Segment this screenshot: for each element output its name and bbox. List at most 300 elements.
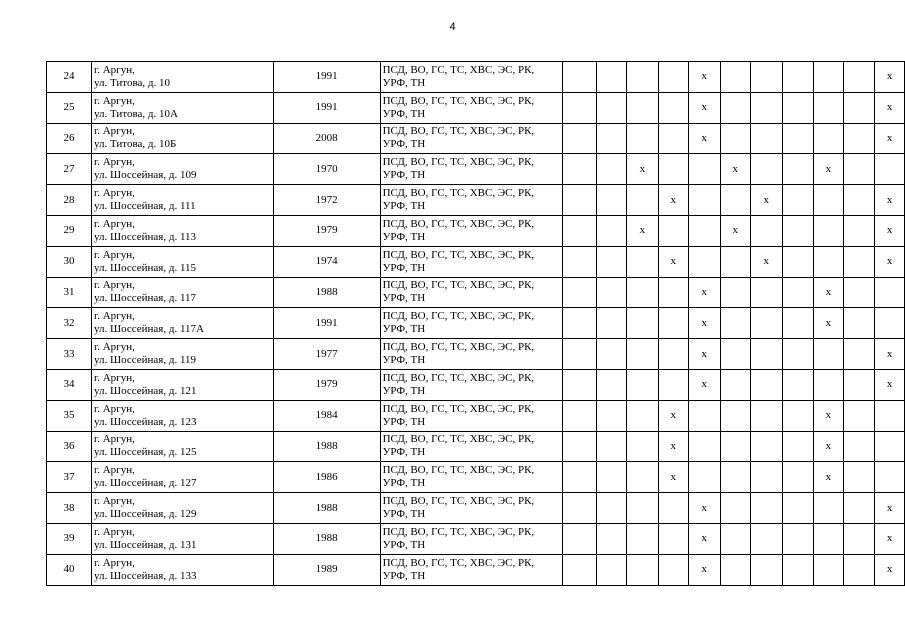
check-mark-cell: x	[689, 523, 720, 554]
empty-mark-cell	[844, 185, 875, 216]
empty-mark-cell	[720, 123, 751, 154]
empty-mark-cell	[658, 215, 689, 246]
empty-mark-cell	[720, 277, 751, 308]
systems-line-2: УРФ, ТН	[382, 354, 426, 367]
check-mark-cell: x	[875, 523, 905, 554]
table-row	[47, 431, 905, 462]
empty-mark-cell	[562, 308, 596, 339]
systems-cell	[380, 308, 562, 339]
address-cell	[91, 185, 273, 216]
systems-line-1: ПСД, ВО, ГС, ТС, ХВС, ЭС, РК,	[382, 187, 535, 200]
check-mark-cell: x	[689, 123, 720, 154]
empty-mark-cell	[562, 277, 596, 308]
row-number-cell: 36	[47, 431, 92, 462]
address-street: ул. Шоссейная, д. 129	[93, 508, 197, 521]
empty-mark-cell	[562, 92, 596, 123]
empty-mark-cell	[596, 308, 626, 339]
empty-mark-cell	[562, 154, 596, 185]
empty-mark-cell	[813, 523, 844, 554]
empty-mark-cell	[782, 554, 813, 585]
address-cell	[91, 462, 273, 493]
empty-mark-cell	[689, 185, 720, 216]
systems-line-2: УРФ, ТН	[382, 569, 426, 582]
systems-cell	[380, 92, 562, 123]
systems-line-2: УРФ, ТН	[382, 446, 426, 459]
systems-line-1: ПСД, ВО, ГС, ТС, ХВС, ЭС, РК,	[382, 433, 535, 446]
systems-cell	[380, 215, 562, 246]
empty-mark-cell	[658, 92, 689, 123]
empty-mark-cell	[562, 215, 596, 246]
address-street: ул. Шоссейная, д. 131	[93, 538, 197, 551]
systems-cell	[380, 154, 562, 185]
table-row	[47, 123, 905, 154]
check-mark-cell: x	[720, 154, 751, 185]
empty-mark-cell	[813, 62, 844, 93]
empty-mark-cell	[782, 277, 813, 308]
table-row	[47, 154, 905, 185]
check-mark-cell: x	[627, 215, 658, 246]
empty-mark-cell	[844, 523, 875, 554]
check-mark-cell: x	[813, 400, 844, 431]
address-street: ул. Титова, д. 10А	[93, 107, 178, 120]
address-street: ул. Шоссейная, д. 123	[93, 415, 197, 428]
check-mark-cell: x	[875, 493, 905, 524]
row-number-cell: 37	[47, 462, 92, 493]
empty-mark-cell	[627, 62, 658, 93]
empty-mark-cell	[562, 523, 596, 554]
address-cell	[91, 62, 273, 93]
empty-mark-cell	[751, 400, 782, 431]
check-mark-cell: x	[658, 185, 689, 216]
table-row	[47, 339, 905, 370]
table-row	[47, 554, 905, 585]
empty-mark-cell	[627, 369, 658, 400]
check-mark-cell: x	[689, 554, 720, 585]
empty-mark-cell	[720, 246, 751, 277]
empty-mark-cell	[813, 215, 844, 246]
year-cell: 2008	[273, 123, 380, 154]
empty-mark-cell	[627, 308, 658, 339]
address-city: г. Аргун,	[93, 217, 135, 230]
systems-cell	[380, 431, 562, 462]
year-cell: 1991	[273, 308, 380, 339]
check-mark-cell: x	[689, 339, 720, 370]
check-mark-cell: x	[720, 215, 751, 246]
systems-cell	[380, 123, 562, 154]
systems-line-1: ПСД, ВО, ГС, ТС, ХВС, ЭС, РК,	[382, 495, 535, 508]
year-cell: 1979	[273, 369, 380, 400]
address-street: ул. Титова, д. 10Б	[93, 138, 177, 151]
empty-mark-cell	[844, 154, 875, 185]
empty-mark-cell	[720, 369, 751, 400]
empty-mark-cell	[658, 493, 689, 524]
empty-mark-cell	[689, 246, 720, 277]
systems-line-1: ПСД, ВО, ГС, ТС, ХВС, ЭС, РК,	[382, 279, 535, 292]
table-row	[47, 308, 905, 339]
systems-line-2: УРФ, ТН	[382, 230, 426, 243]
empty-mark-cell	[596, 215, 626, 246]
year-cell: 1988	[273, 277, 380, 308]
empty-mark-cell	[782, 493, 813, 524]
address-city: г. Аргун,	[93, 341, 135, 354]
address-cell	[91, 277, 273, 308]
empty-mark-cell	[782, 400, 813, 431]
housing-registry-table	[46, 61, 905, 586]
systems-cell	[380, 523, 562, 554]
check-mark-cell: x	[751, 185, 782, 216]
empty-mark-cell	[751, 369, 782, 400]
empty-mark-cell	[562, 62, 596, 93]
empty-mark-cell	[596, 339, 626, 370]
empty-mark-cell	[627, 277, 658, 308]
empty-mark-cell	[658, 369, 689, 400]
systems-line-1: ПСД, ВО, ГС, ТС, ХВС, ЭС, РК,	[382, 310, 535, 323]
empty-mark-cell	[751, 62, 782, 93]
check-mark-cell: x	[813, 308, 844, 339]
empty-mark-cell	[658, 339, 689, 370]
systems-cell	[380, 462, 562, 493]
empty-mark-cell	[658, 554, 689, 585]
systems-cell	[380, 339, 562, 370]
systems-line-1: ПСД, ВО, ГС, ТС, ХВС, ЭС, РК,	[382, 63, 535, 76]
empty-mark-cell	[751, 277, 782, 308]
row-number-cell: 38	[47, 493, 92, 524]
empty-mark-cell	[596, 246, 626, 277]
empty-mark-cell	[720, 339, 751, 370]
row-number-cell: 24	[47, 62, 92, 93]
check-mark-cell: x	[658, 431, 689, 462]
systems-line-1: ПСД, ВО, ГС, ТС, ХВС, ЭС, РК,	[382, 556, 535, 569]
empty-mark-cell	[720, 554, 751, 585]
check-mark-cell: x	[658, 462, 689, 493]
empty-mark-cell	[562, 185, 596, 216]
year-cell: 1970	[273, 154, 380, 185]
systems-cell	[380, 554, 562, 585]
empty-mark-cell	[875, 277, 905, 308]
empty-mark-cell	[562, 431, 596, 462]
year-cell: 1984	[273, 400, 380, 431]
empty-mark-cell	[751, 215, 782, 246]
page-number: 4	[449, 21, 456, 33]
empty-mark-cell	[720, 462, 751, 493]
address-street: ул. Шоссейная, д. 119	[93, 354, 197, 367]
check-mark-cell: x	[875, 92, 905, 123]
year-cell: 1977	[273, 339, 380, 370]
systems-line-2: УРФ, ТН	[382, 415, 426, 428]
systems-line-2: УРФ, ТН	[382, 76, 426, 89]
empty-mark-cell	[782, 339, 813, 370]
year-cell: 1988	[273, 431, 380, 462]
empty-mark-cell	[875, 400, 905, 431]
systems-cell	[380, 369, 562, 400]
empty-mark-cell	[596, 493, 626, 524]
empty-mark-cell	[844, 431, 875, 462]
empty-mark-cell	[627, 339, 658, 370]
empty-mark-cell	[689, 462, 720, 493]
address-city: г. Аргун,	[93, 156, 135, 169]
year-cell: 1988	[273, 493, 380, 524]
empty-mark-cell	[751, 154, 782, 185]
empty-mark-cell	[596, 123, 626, 154]
check-mark-cell: x	[689, 62, 720, 93]
row-number-cell: 29	[47, 215, 92, 246]
systems-line-1: ПСД, ВО, ГС, ТС, ХВС, ЭС, РК,	[382, 402, 535, 415]
address-street: ул. Шоссейная, д. 121	[93, 384, 197, 397]
systems-line-1: ПСД, ВО, ГС, ТС, ХВС, ЭС, РК,	[382, 94, 535, 107]
empty-mark-cell	[658, 62, 689, 93]
systems-line-2: УРФ, ТН	[382, 169, 426, 182]
empty-mark-cell	[844, 246, 875, 277]
address-cell	[91, 431, 273, 462]
check-mark-cell: x	[875, 185, 905, 216]
address-cell	[91, 400, 273, 431]
empty-mark-cell	[782, 246, 813, 277]
empty-mark-cell	[813, 92, 844, 123]
empty-mark-cell	[751, 308, 782, 339]
systems-line-2: УРФ, ТН	[382, 508, 426, 521]
address-cell	[91, 493, 273, 524]
check-mark-cell: x	[751, 246, 782, 277]
systems-cell	[380, 62, 562, 93]
systems-line-2: УРФ, ТН	[382, 384, 426, 397]
empty-mark-cell	[596, 185, 626, 216]
empty-mark-cell	[751, 339, 782, 370]
row-number-cell: 28	[47, 185, 92, 216]
address-city: г. Аргун,	[93, 187, 135, 200]
empty-mark-cell	[782, 215, 813, 246]
systems-line-2: УРФ, ТН	[382, 477, 426, 490]
address-city: г. Аргун,	[93, 402, 135, 415]
year-cell: 1979	[273, 215, 380, 246]
check-mark-cell: x	[875, 554, 905, 585]
systems-line-2: УРФ, ТН	[382, 292, 426, 305]
empty-mark-cell	[658, 523, 689, 554]
empty-mark-cell	[844, 462, 875, 493]
empty-mark-cell	[562, 400, 596, 431]
empty-mark-cell	[627, 246, 658, 277]
check-mark-cell: x	[813, 154, 844, 185]
empty-mark-cell	[596, 154, 626, 185]
row-number-cell: 34	[47, 369, 92, 400]
address-street: ул. Шоссейная, д. 117	[93, 292, 197, 305]
check-mark-cell: x	[875, 123, 905, 154]
row-number-cell: 25	[47, 92, 92, 123]
table-row	[47, 400, 905, 431]
empty-mark-cell	[751, 523, 782, 554]
year-cell: 1988	[273, 523, 380, 554]
empty-mark-cell	[751, 92, 782, 123]
check-mark-cell: x	[813, 277, 844, 308]
systems-line-1: ПСД, ВО, ГС, ТС, ХВС, ЭС, РК,	[382, 371, 535, 384]
check-mark-cell: x	[689, 369, 720, 400]
row-number-cell: 30	[47, 246, 92, 277]
check-mark-cell: x	[658, 400, 689, 431]
systems-line-1: ПСД, ВО, ГС, ТС, ХВС, ЭС, РК,	[382, 341, 535, 354]
empty-mark-cell	[720, 523, 751, 554]
empty-mark-cell	[844, 123, 875, 154]
empty-mark-cell	[782, 154, 813, 185]
systems-line-2: УРФ, ТН	[382, 323, 426, 336]
address-cell	[91, 123, 273, 154]
row-number-cell: 39	[47, 523, 92, 554]
table-row	[47, 277, 905, 308]
table-row	[47, 62, 905, 93]
empty-mark-cell	[782, 308, 813, 339]
empty-mark-cell	[751, 462, 782, 493]
address-street: ул. Шоссейная, д. 109	[93, 169, 197, 182]
address-city: г. Аргун,	[93, 279, 135, 292]
address-city: г. Аргун,	[93, 94, 135, 107]
empty-mark-cell	[813, 369, 844, 400]
table-row	[47, 523, 905, 554]
empty-mark-cell	[844, 92, 875, 123]
table-row	[47, 493, 905, 524]
empty-mark-cell	[627, 92, 658, 123]
empty-mark-cell	[813, 554, 844, 585]
address-city: г. Аргун,	[93, 464, 135, 477]
address-city: г. Аргун,	[93, 125, 135, 138]
empty-mark-cell	[720, 92, 751, 123]
address-street: ул. Шоссейная, д. 113	[93, 230, 197, 243]
empty-mark-cell	[782, 523, 813, 554]
empty-mark-cell	[596, 462, 626, 493]
address-city: г. Аргун,	[93, 433, 135, 446]
empty-mark-cell	[782, 123, 813, 154]
systems-line-2: УРФ, ТН	[382, 138, 426, 151]
address-cell	[91, 369, 273, 400]
empty-mark-cell	[720, 62, 751, 93]
address-street: ул. Шоссейная, д. 133	[93, 569, 197, 582]
empty-mark-cell	[689, 431, 720, 462]
table-row	[47, 462, 905, 493]
empty-mark-cell	[562, 493, 596, 524]
table-row	[47, 369, 905, 400]
empty-mark-cell	[875, 431, 905, 462]
address-city: г. Аргун,	[93, 310, 135, 323]
empty-mark-cell	[844, 493, 875, 524]
systems-cell	[380, 493, 562, 524]
systems-line-1: ПСД, ВО, ГС, ТС, ХВС, ЭС, РК,	[382, 125, 535, 138]
empty-mark-cell	[813, 246, 844, 277]
year-cell: 1989	[273, 554, 380, 585]
check-mark-cell: x	[689, 92, 720, 123]
empty-mark-cell	[627, 123, 658, 154]
systems-line-1: ПСД, ВО, ГС, ТС, ХВС, ЭС, РК,	[382, 464, 535, 477]
systems-cell	[380, 400, 562, 431]
check-mark-cell: x	[875, 215, 905, 246]
row-number-cell: 32	[47, 308, 92, 339]
empty-mark-cell	[627, 431, 658, 462]
row-number-cell: 27	[47, 154, 92, 185]
check-mark-cell: x	[813, 462, 844, 493]
table-row	[47, 246, 905, 277]
systems-line-2: УРФ, ТН	[382, 261, 426, 274]
empty-mark-cell	[875, 462, 905, 493]
empty-mark-cell	[658, 123, 689, 154]
empty-mark-cell	[844, 369, 875, 400]
check-mark-cell: x	[658, 246, 689, 277]
empty-mark-cell	[844, 554, 875, 585]
empty-mark-cell	[720, 493, 751, 524]
empty-mark-cell	[751, 123, 782, 154]
empty-mark-cell	[658, 308, 689, 339]
empty-mark-cell	[844, 308, 875, 339]
systems-line-1: ПСД, ВО, ГС, ТС, ХВС, ЭС, РК,	[382, 248, 535, 261]
address-city: г. Аргун,	[93, 63, 135, 76]
empty-mark-cell	[689, 154, 720, 185]
year-cell: 1991	[273, 62, 380, 93]
empty-mark-cell	[562, 246, 596, 277]
empty-mark-cell	[782, 462, 813, 493]
empty-mark-cell	[562, 123, 596, 154]
check-mark-cell: x	[689, 493, 720, 524]
empty-mark-cell	[844, 339, 875, 370]
empty-mark-cell	[875, 308, 905, 339]
empty-mark-cell	[813, 339, 844, 370]
check-mark-cell: x	[627, 154, 658, 185]
table-row	[47, 215, 905, 246]
check-mark-cell: x	[689, 308, 720, 339]
empty-mark-cell	[782, 431, 813, 462]
year-cell: 1972	[273, 185, 380, 216]
empty-mark-cell	[596, 277, 626, 308]
empty-mark-cell	[720, 185, 751, 216]
empty-mark-cell	[813, 185, 844, 216]
address-city: г. Аргун,	[93, 525, 135, 538]
table-body	[47, 62, 905, 586]
systems-cell	[380, 185, 562, 216]
address-city: г. Аргун,	[93, 371, 135, 384]
address-cell	[91, 523, 273, 554]
empty-mark-cell	[813, 493, 844, 524]
empty-mark-cell	[782, 62, 813, 93]
empty-mark-cell	[751, 431, 782, 462]
empty-mark-cell	[844, 62, 875, 93]
empty-mark-cell	[689, 400, 720, 431]
table-row	[47, 92, 905, 123]
empty-mark-cell	[782, 369, 813, 400]
empty-mark-cell	[689, 215, 720, 246]
address-street: ул. Шоссейная, д. 117А	[93, 323, 204, 336]
address-cell	[91, 339, 273, 370]
empty-mark-cell	[596, 92, 626, 123]
address-cell	[91, 215, 273, 246]
empty-mark-cell	[875, 154, 905, 185]
empty-mark-cell	[813, 123, 844, 154]
systems-line-1: ПСД, ВО, ГС, ТС, ХВС, ЭС, РК,	[382, 217, 535, 230]
empty-mark-cell	[596, 62, 626, 93]
systems-line-1: ПСД, ВО, ГС, ТС, ХВС, ЭС, РК,	[382, 525, 535, 538]
empty-mark-cell	[782, 185, 813, 216]
empty-mark-cell	[658, 277, 689, 308]
systems-line-1: ПСД, ВО, ГС, ТС, ХВС, ЭС, РК,	[382, 156, 535, 169]
systems-line-2: УРФ, ТН	[382, 538, 426, 551]
row-number-cell: 40	[47, 554, 92, 585]
address-street: ул. Шоссейная, д. 125	[93, 446, 197, 459]
empty-mark-cell	[596, 431, 626, 462]
empty-mark-cell	[627, 462, 658, 493]
empty-mark-cell	[658, 154, 689, 185]
systems-line-2: УРФ, ТН	[382, 200, 426, 213]
empty-mark-cell	[562, 339, 596, 370]
address-cell	[91, 246, 273, 277]
check-mark-cell: x	[875, 62, 905, 93]
empty-mark-cell	[596, 369, 626, 400]
address-street: ул. Шоссейная, д. 111	[93, 200, 196, 213]
row-number-cell: 33	[47, 339, 92, 370]
check-mark-cell: x	[813, 431, 844, 462]
address-street: ул. Титова, д. 10	[93, 76, 170, 89]
